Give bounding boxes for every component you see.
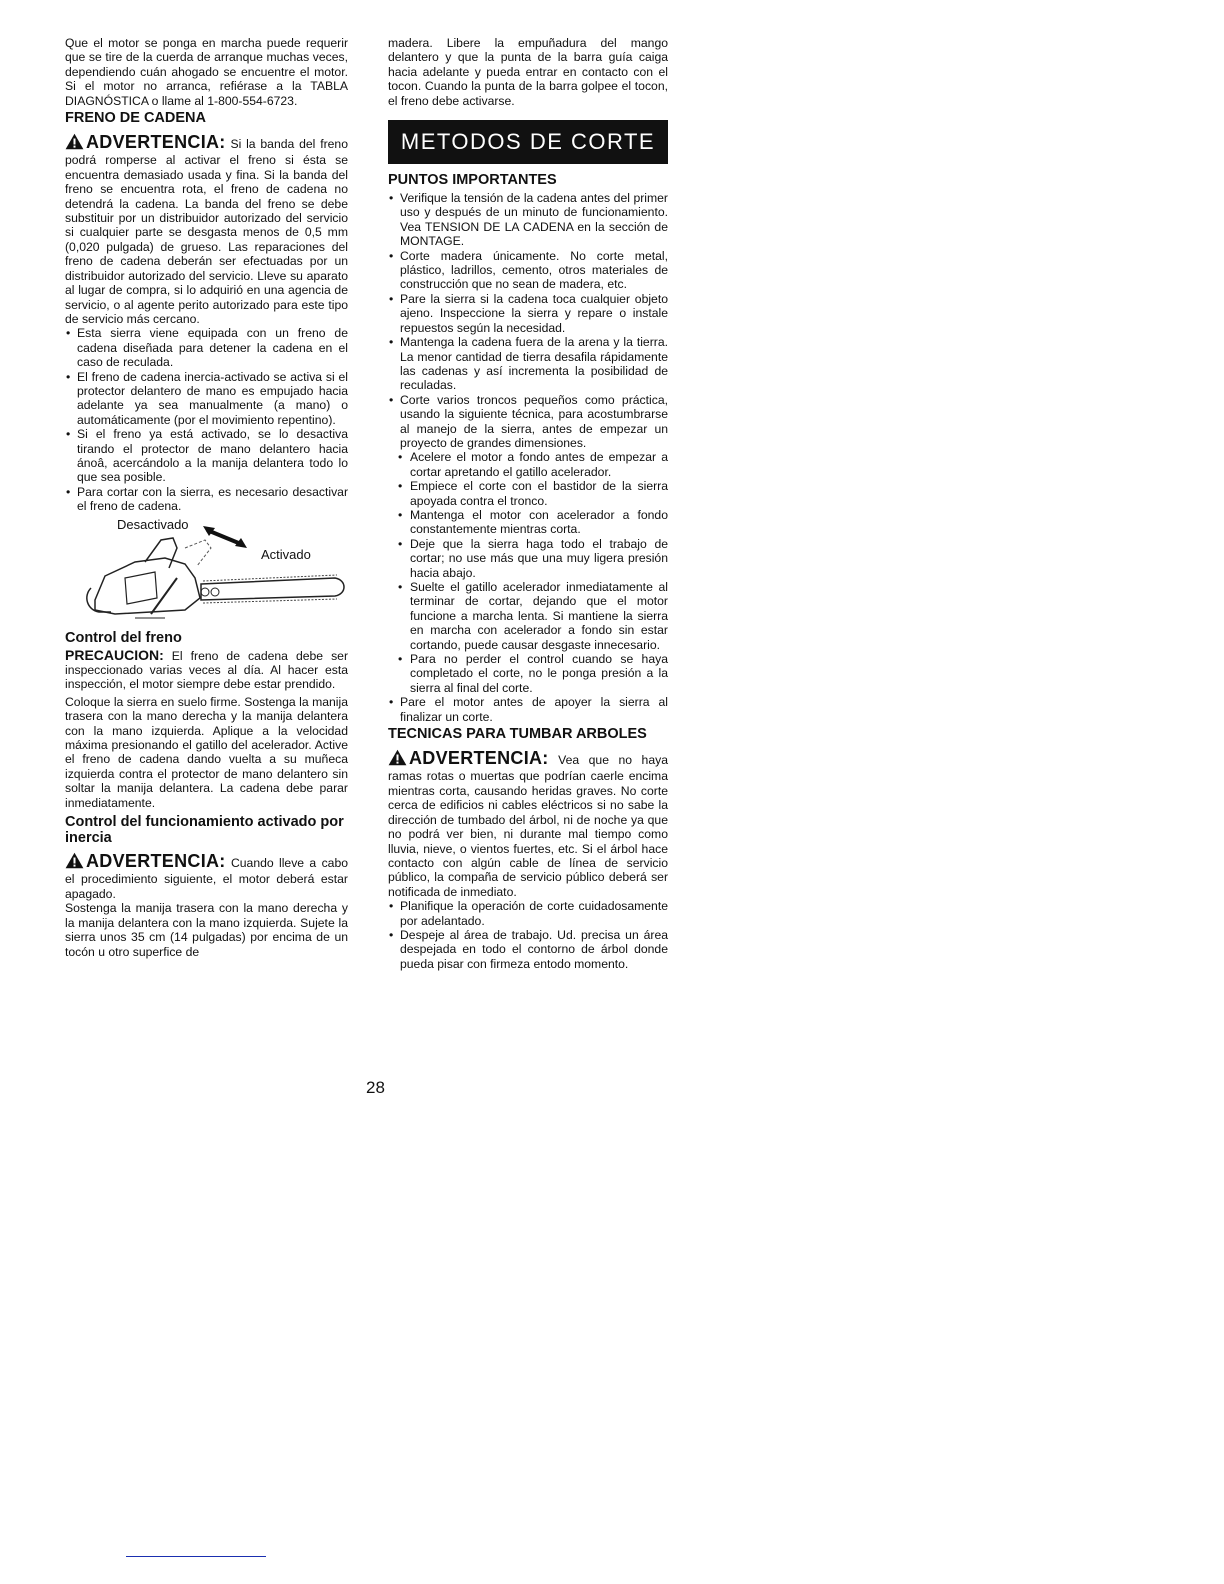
list-item: • Pare el motor antes de apoyer la sierra al finalizar un corte. <box>388 695 668 724</box>
list-item: • Pare la sierra si la cadena toca cualquier objeto ajeno. Inspeccione la sierra y repare o instale repuestos según la necesidad. <box>388 292 668 335</box>
figure-label-activado: Activado <box>261 546 311 562</box>
warning-triangle-icon <box>388 749 407 769</box>
precaucion-text: El freno de cadena debe ser inspeccionado varias veces al día. Al hacer esta inspección, el motor siempre debe estar prendido. <box>65 648 348 692</box>
continued-paragraph: madera. Libere la empuñadura del mango delantero y que la punta de la barra guía caiga hacia adelante y pueda entrar en contacto con el tocon. Cuando la punta de la barra golpee el tocon, el freno debe activarse. <box>388 36 668 108</box>
list-item: • Para cortar con la sierra, es necesario desactivar el freno de cadena. <box>65 485 348 514</box>
warning-label: ADVERTENCIA: <box>409 748 549 769</box>
warning-triangle-icon <box>65 852 84 872</box>
chainsaw-illustration <box>65 518 348 626</box>
warning-triangle-icon <box>65 133 84 153</box>
inercia-heading: Control del funcionamiento activado por inercia <box>65 814 344 847</box>
list-item: • Acelere el motor a fondo antes de empezar a cortar apretando el gatillo acelerador. <box>394 450 668 479</box>
list-item: • Despeje al área de trabajo. Ud. precisa un área despejada en todo el contorno de árbol donde pueda pisar con firmeza entodo momento. <box>388 928 668 971</box>
tecnicas-list <box>388 899 668 971</box>
warning-felling <box>388 749 668 899</box>
list-item: • Mantenga el motor con acelerador a fondo constantemente mientras corta. <box>394 508 668 537</box>
inercia-paragraph: Sostenga la manija trasera con la mano derecha y la manija delantera con la mano izquierda. Sujete la sierra unos 35 cm (14 pulgadas) por encima de un tocón u otro superfice de <box>65 901 348 959</box>
puntos-importantes-heading: PUNTOS IMPORTANTES <box>388 172 557 189</box>
warning-label: ADVERTENCIA: <box>86 132 226 153</box>
freno-de-cadena-heading: FRENO DE CADENA <box>65 110 206 127</box>
list-item: • Deje que la sierra haga todo el trabajo de cortar; no use más que una muy ligera presión hacia abajo. <box>394 537 668 580</box>
precaucion-label: PRECAUCION: <box>65 646 164 663</box>
intro-paragraph: Que el motor se ponga en marcha puede requerir que se tire de la cuerda de arranque muchas veces, dependiendo cuán ahogado se encuentre el motor. Si el motor no arranca, refiérase a la TABLA DIAGNÓSTICA o llame al 1-800-554-6723. <box>65 36 348 108</box>
stop-engine-list <box>388 695 668 724</box>
list-item: • Suelte el gatillo acelerador inmediatamente al terminar de cortar, dejando que el motor funcione a marcha lenta. Si mantiene la sierra en marcha con acelerador a fondo sin estar cortando, puede causar desgaste innecesario. <box>394 580 668 652</box>
control-paragraph: Coloque la sierra en suelo firme. Sostenga la manija trasera con la mano derecha y la manija delantera con la mano izquierda. Aplique a la velocidad máxima presionando el gatillo del acelerador. Active el freno de cadena dando vuelta a su muñeca izquierda contra el protector de mano delantero sin soltar la manija delantera. La cadena debe parar inmediatamente. <box>65 694 348 810</box>
metodos-de-corte-banner: METODOS DE CORTE <box>388 120 668 164</box>
warning-engine-off <box>65 852 348 901</box>
figure-label-desactivado: Desactivado <box>117 516 189 532</box>
list-item: • Para no perder el control cuando se haya completado el corte, no le ponga presión a la sierra al final del corte. <box>394 652 668 695</box>
control-del-freno-heading: Control del freno <box>65 629 182 646</box>
list-item: • Si el freno ya está activado, se lo desactiva tirando el protector de mano delantero hacia ánoâ, acercándolo a la manija delantera todo lo que sea posible. <box>65 427 348 485</box>
right-column <box>388 36 668 971</box>
warning-label: ADVERTENCIA: <box>86 851 226 872</box>
page-number: 28 <box>366 1078 385 1097</box>
precaucion-paragraph <box>65 648 348 692</box>
warning-text: Cuando lleve a cabo el procedimiento siguiente, el motor deberá estar apagado. <box>65 856 348 901</box>
list-item: • Corte madera únicamente. No corte metal, plástico, ladrillos, cemento, otros materiales de construcción que no sean de madera, etc. <box>388 249 668 292</box>
warning-brake-band <box>65 133 348 326</box>
list-item: • Verifique la tensión de la cadena antes del primer uso y después de un minuto de funcionamiento. Vea TENSION DE LA CADENA en la sección de MONTAGE. <box>388 191 668 249</box>
puntos-list <box>388 191 668 450</box>
left-column <box>65 36 348 959</box>
list-item: • Planifique la operación de corte cuidadosamente por adelantado. <box>388 899 668 928</box>
chain-brake-figure <box>65 518 348 626</box>
list-item: • Esta sierra viene equipada con un freno de cadena diseñada para detener la cadena en el caso de reculada. <box>65 326 348 369</box>
footer-divider <box>126 1556 266 1557</box>
brake-bullet-list <box>65 326 348 513</box>
list-item: • Mantenga la cadena fuera de la arena y la tierra. La menor cantidad de tierra desafila rápidamente las cadenas y así incrementa la posibilidad de reculadas. <box>388 335 668 393</box>
list-item: • El freno de cadena inercia-activado se activa si el protector delantero de mano es empujado hacia adelante ya sea manualmente (a mano) o automáticamente (por el movimiento repentino). <box>65 370 348 428</box>
list-item: • Empiece el corte con el bastidor de la sierra apoyada contra el tronco. <box>394 479 668 508</box>
warning-text: Vea que no haya ramas rotas o muertas que podrían caerle encima mientras corta, causando heridas graves. No corte cerca de edificios ni cables eléctricos si no sabe la dirección de tumbado del árbol, ni de noche ya que no podrá ver bien, ni durante mal tiempo como lluvia, nieve, o vientos fuertes, etc. Si el árbol hace contacto con algún cable de línea de servicio público, la compaña de servicio público deberá ser notificada de inmediato. <box>388 753 668 899</box>
warning-text: Si la banda del freno podrá romperse al activar el freno si ésta se encuentra demasiado usada y fina. Si la banda del freno se encuentra rota, el freno de cadena no detendrá la cadena. La banda del freno se debe substituir por un distribuidor autorizado del servicio si cualquier parte se desgasta menos de 0,5 mm (0,020 pulgada) de grueso. Las reparaciones del freno de cadena deberán ser efectuadas por un distribuidor autorizado del servicio. Lleve su aparato al lugar de compra, si lo adquirió en una agencia de servicio, o al agente perito autorizado para este tipo de servicio más cercano. <box>65 137 348 326</box>
list-item: • Corte varios troncos pequeños como práctica, usando la siguiente técnica, para acostumbrarse al manejo de la sierra, antes de empezar un proyecto de grandes dimensiones. <box>388 393 668 451</box>
technique-sub-list <box>394 450 668 695</box>
tecnicas-heading: TECNICAS PARA TUMBAR ARBOLES <box>388 726 647 743</box>
